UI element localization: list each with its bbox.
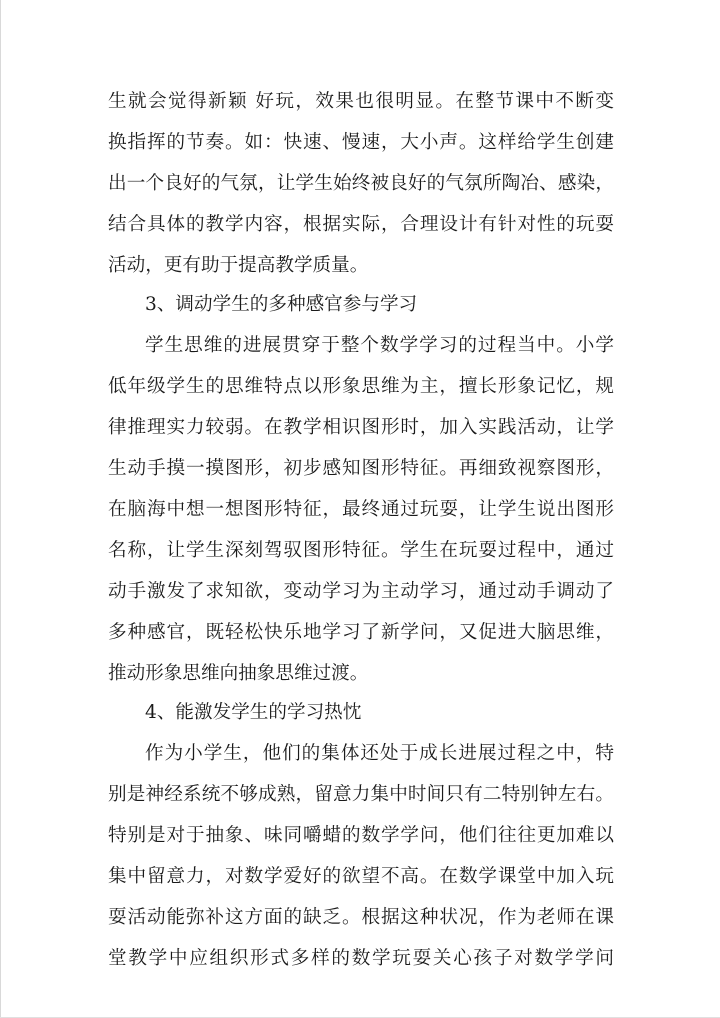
paragraph-line: 动手激发了求知欲，变动学习为主动学习，通过动手调动了 xyxy=(108,581,614,602)
paragraph-line: 特别是对于抽象、味同嚼蜡的数学学问，他们往往更加难以 xyxy=(108,825,614,846)
paragraph-line: 低年级学生的思维特点以形象思维为主，擅长形象记忆，规 xyxy=(108,376,614,397)
paragraph-line: 出一个良好的气氛，让学生始终被良好的气氛所陶冶、感染， xyxy=(108,173,614,194)
paragraph-line: 别是神经系统不够成熟，留意力集中时间只有二特别钟左右。 xyxy=(108,784,614,805)
paragraph-line: 结合具体的教学内容，根据实际，合理设计有针对性的玩耍 xyxy=(108,214,614,235)
paragraph-line: 生就会觉得新颖 好玩，效果也很明显。在整节课中不断变 xyxy=(108,91,614,112)
paragraph-line: 律推理实力较弱。在教学相识图形时，加入实践活动，让学 xyxy=(108,417,614,438)
section-heading: 3、调动学生的多种感官参与学习 xyxy=(145,294,418,315)
paragraph-line: 换指挥的节奏。如：快速、慢速，大小声。这样给学生创建 xyxy=(108,132,614,153)
section-heading: 4、能激发学生的学习热忱 xyxy=(145,702,362,723)
paragraph-line: 多种感官，既轻松快乐地学习了新学问，又促进大脑思维， xyxy=(108,622,614,643)
paragraph-line: 作为小学生，他们的集体还处于成长进展过程之中，特 xyxy=(145,743,614,764)
paragraph-line: 堂教学中应组织形式多样的数学玩耍关心孩子对数学学问 xyxy=(108,948,614,969)
paragraph-line: 名称，让学生深刻驾驭图形特征。学生在玩耍过程中，通过 xyxy=(108,540,614,561)
paragraph-line: 生动手摸一摸图形，初步感知图形特征。再细致视察图形， xyxy=(108,458,614,479)
paragraph-line: 耍活动能弥补这方面的缺乏。根据这种状况，作为老师在课 xyxy=(108,907,614,928)
paragraph-line: 在脑海中想一想图形特征，最终通过玩耍，让学生说出图形 xyxy=(108,499,614,520)
paragraph-line: 活动，更有助于提高教学质量。 xyxy=(108,255,369,276)
page-left-border xyxy=(0,0,1,1018)
paragraph-line: 推动形象思维向抽象思维过渡。 xyxy=(108,663,369,684)
paragraph-line: 集中留意力，对数学爱好的欲望不高。在数学课堂中加入玩 xyxy=(108,866,614,887)
paragraph-line: 学生思维的进展贯穿于整个数学学习的过程当中。小学 xyxy=(145,335,614,356)
